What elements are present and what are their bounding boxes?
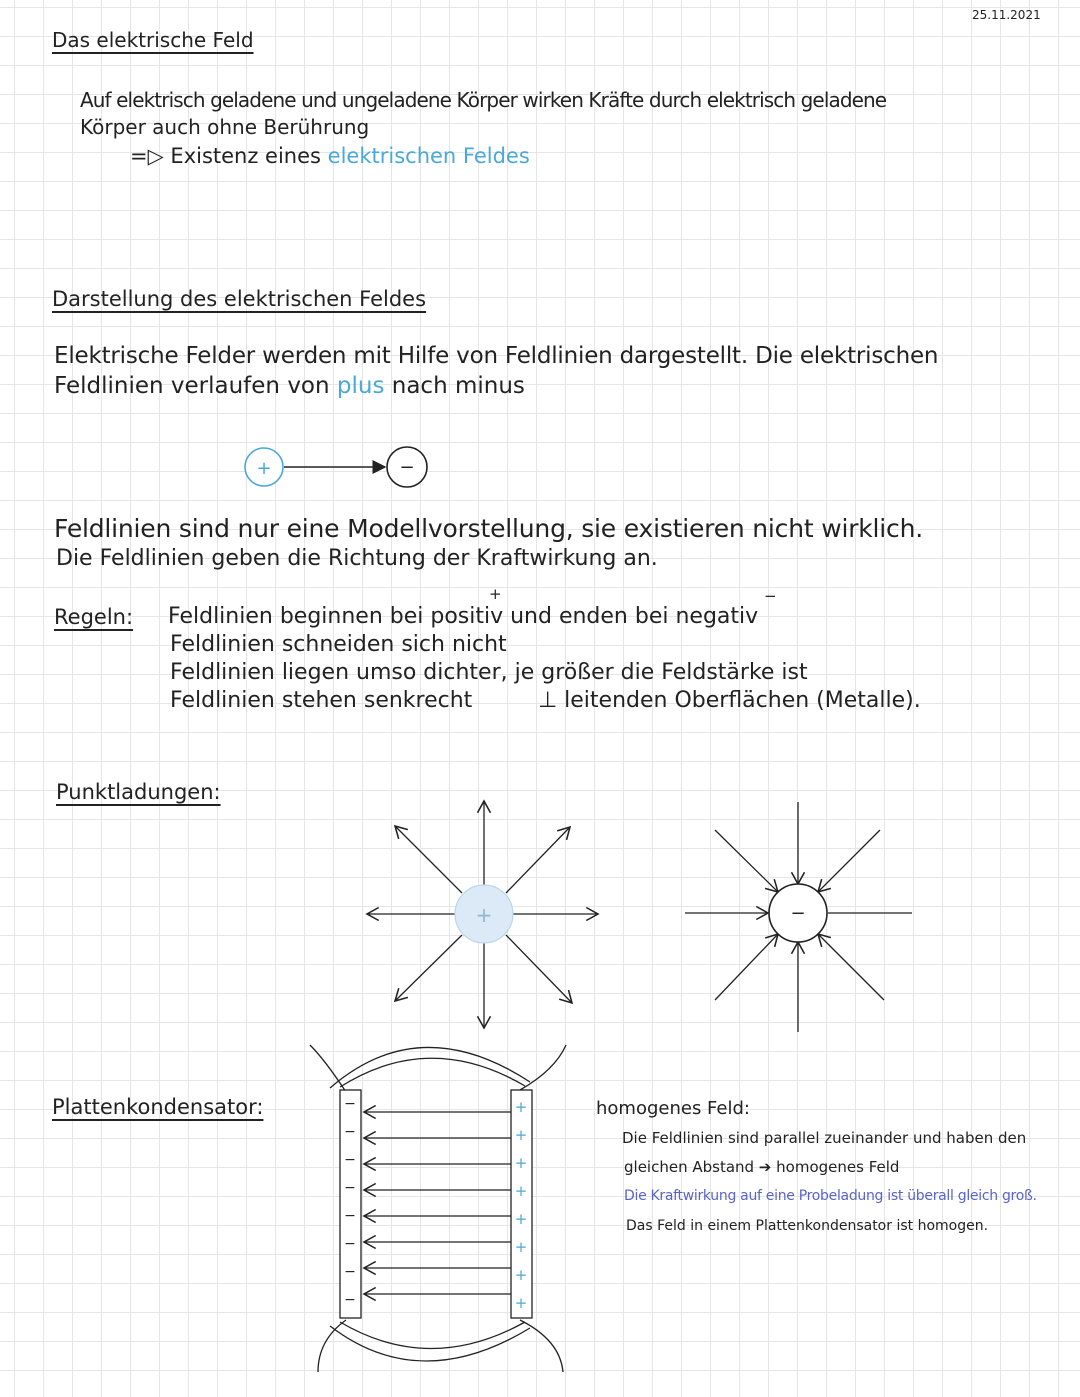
rule-item: Feldlinien schneiden sich nicht <box>170 632 507 657</box>
page-title: Das elektrische Feld <box>52 28 254 52</box>
positive-charge-symbol: + <box>475 903 493 927</box>
homogeneous-line-3: Die Kraftwirkung auf eine Probeladung ist überall gleich groß. <box>624 1188 1037 1204</box>
line2-prefix: Feldlinien verlaufen von <box>54 373 330 399</box>
plus-sign: + <box>514 1238 528 1256</box>
minus-sign: − <box>344 1124 356 1140</box>
minus-sign: − <box>344 1208 356 1224</box>
plus-sign: + <box>514 1266 528 1284</box>
field-line-up-right <box>506 827 570 893</box>
homogeneous-line-2: gleichen Abstand ➔ homogenes Feld <box>624 1158 900 1176</box>
field-line-in-top-left <box>715 830 778 892</box>
field-line-example <box>245 447 427 487</box>
line2-highlight: plus <box>336 373 385 399</box>
line2-suffix: nach minus <box>391 373 525 399</box>
representation-line-1: Elektrische Felder werden mit Hilfe von Feldlinien dargestellt. Die elektrischen <box>54 343 939 369</box>
plus-sign: + <box>514 1210 528 1228</box>
section-heading-point-charges: Punktladungen: <box>56 780 221 804</box>
field-line-up-left <box>395 826 462 893</box>
field-line-down-right <box>506 935 572 1003</box>
conclusion-prefix: =▷ Existenz eines <box>130 144 321 168</box>
minus-sign: − <box>344 1152 356 1168</box>
homogeneous-heading: homogenes Feld: <box>596 1098 750 1119</box>
plus-sign: + <box>514 1154 528 1172</box>
stray-field-left-top <box>310 1045 346 1092</box>
section-heading-capacitor: Plattenkondensator: <box>52 1095 264 1119</box>
field-line-in-bottom-right <box>818 934 884 1000</box>
plus-sign: + <box>514 1126 528 1144</box>
plus-sign: + <box>514 1294 528 1312</box>
positive-mark: + <box>489 585 502 603</box>
stray-field-right-bottom <box>520 1320 563 1372</box>
date: 25.11.2021 <box>972 8 1041 22</box>
stray-field-bottom-outer <box>330 1326 530 1361</box>
rule-item: ⊥ leitenden Oberflächen (Metalle). <box>538 688 921 713</box>
minus-sign: − <box>344 1236 356 1252</box>
stray-field-right-top <box>520 1045 566 1090</box>
conclusion-highlight: elektrischen Feldes <box>327 144 530 168</box>
stray-field-top-outer <box>330 1047 530 1088</box>
intro-line-2: Körper auch ohne Berührung <box>80 115 370 139</box>
homogeneous-line-1: Die Feldlinien sind parallel zueinander und haben den <box>622 1129 1027 1147</box>
example-plus-symbol: + <box>256 458 272 479</box>
minus-sign: − <box>344 1096 356 1112</box>
model-line-1: Feldlinien sind nur eine Modellvorstellung, sie existieren nicht wirklich. <box>54 514 923 543</box>
rule-item: Feldlinien liegen umso dichter, je größer die Feldstärke ist <box>170 660 808 685</box>
field-line-in-bottom-left <box>715 934 778 1000</box>
intro-line-1: Auf elektrisch geladene und ungeladene Körper wirken Kräfte durch elektrisch geladene <box>80 88 887 112</box>
minus-sign: − <box>344 1292 356 1308</box>
negative-mark: − <box>764 587 777 605</box>
plus-sign: + <box>514 1098 528 1116</box>
homogeneous-line-4: Das Feld in einem Plattenkondensator ist homogen. <box>626 1218 989 1234</box>
field-line-in-top-right <box>818 830 880 892</box>
minus-sign: − <box>344 1180 356 1196</box>
negative-charge-symbol: − <box>790 903 806 924</box>
plus-sign: + <box>514 1182 528 1200</box>
example-minus-symbol: − <box>399 457 415 478</box>
rules-label: Regeln: <box>54 605 134 629</box>
section-heading-representation: Darstellung des elektrischen Feldes <box>52 287 427 311</box>
model-line-2: Die Feldlinien geben die Richtung der Kraftwirkung an. <box>56 546 658 571</box>
minus-sign: − <box>344 1264 356 1280</box>
field-line-down-left <box>395 935 462 1001</box>
rule-item: Feldlinien stehen senkrecht <box>170 688 473 713</box>
rule-item: Feldlinien beginnen bei positiv und enden bei negativ <box>168 604 759 629</box>
